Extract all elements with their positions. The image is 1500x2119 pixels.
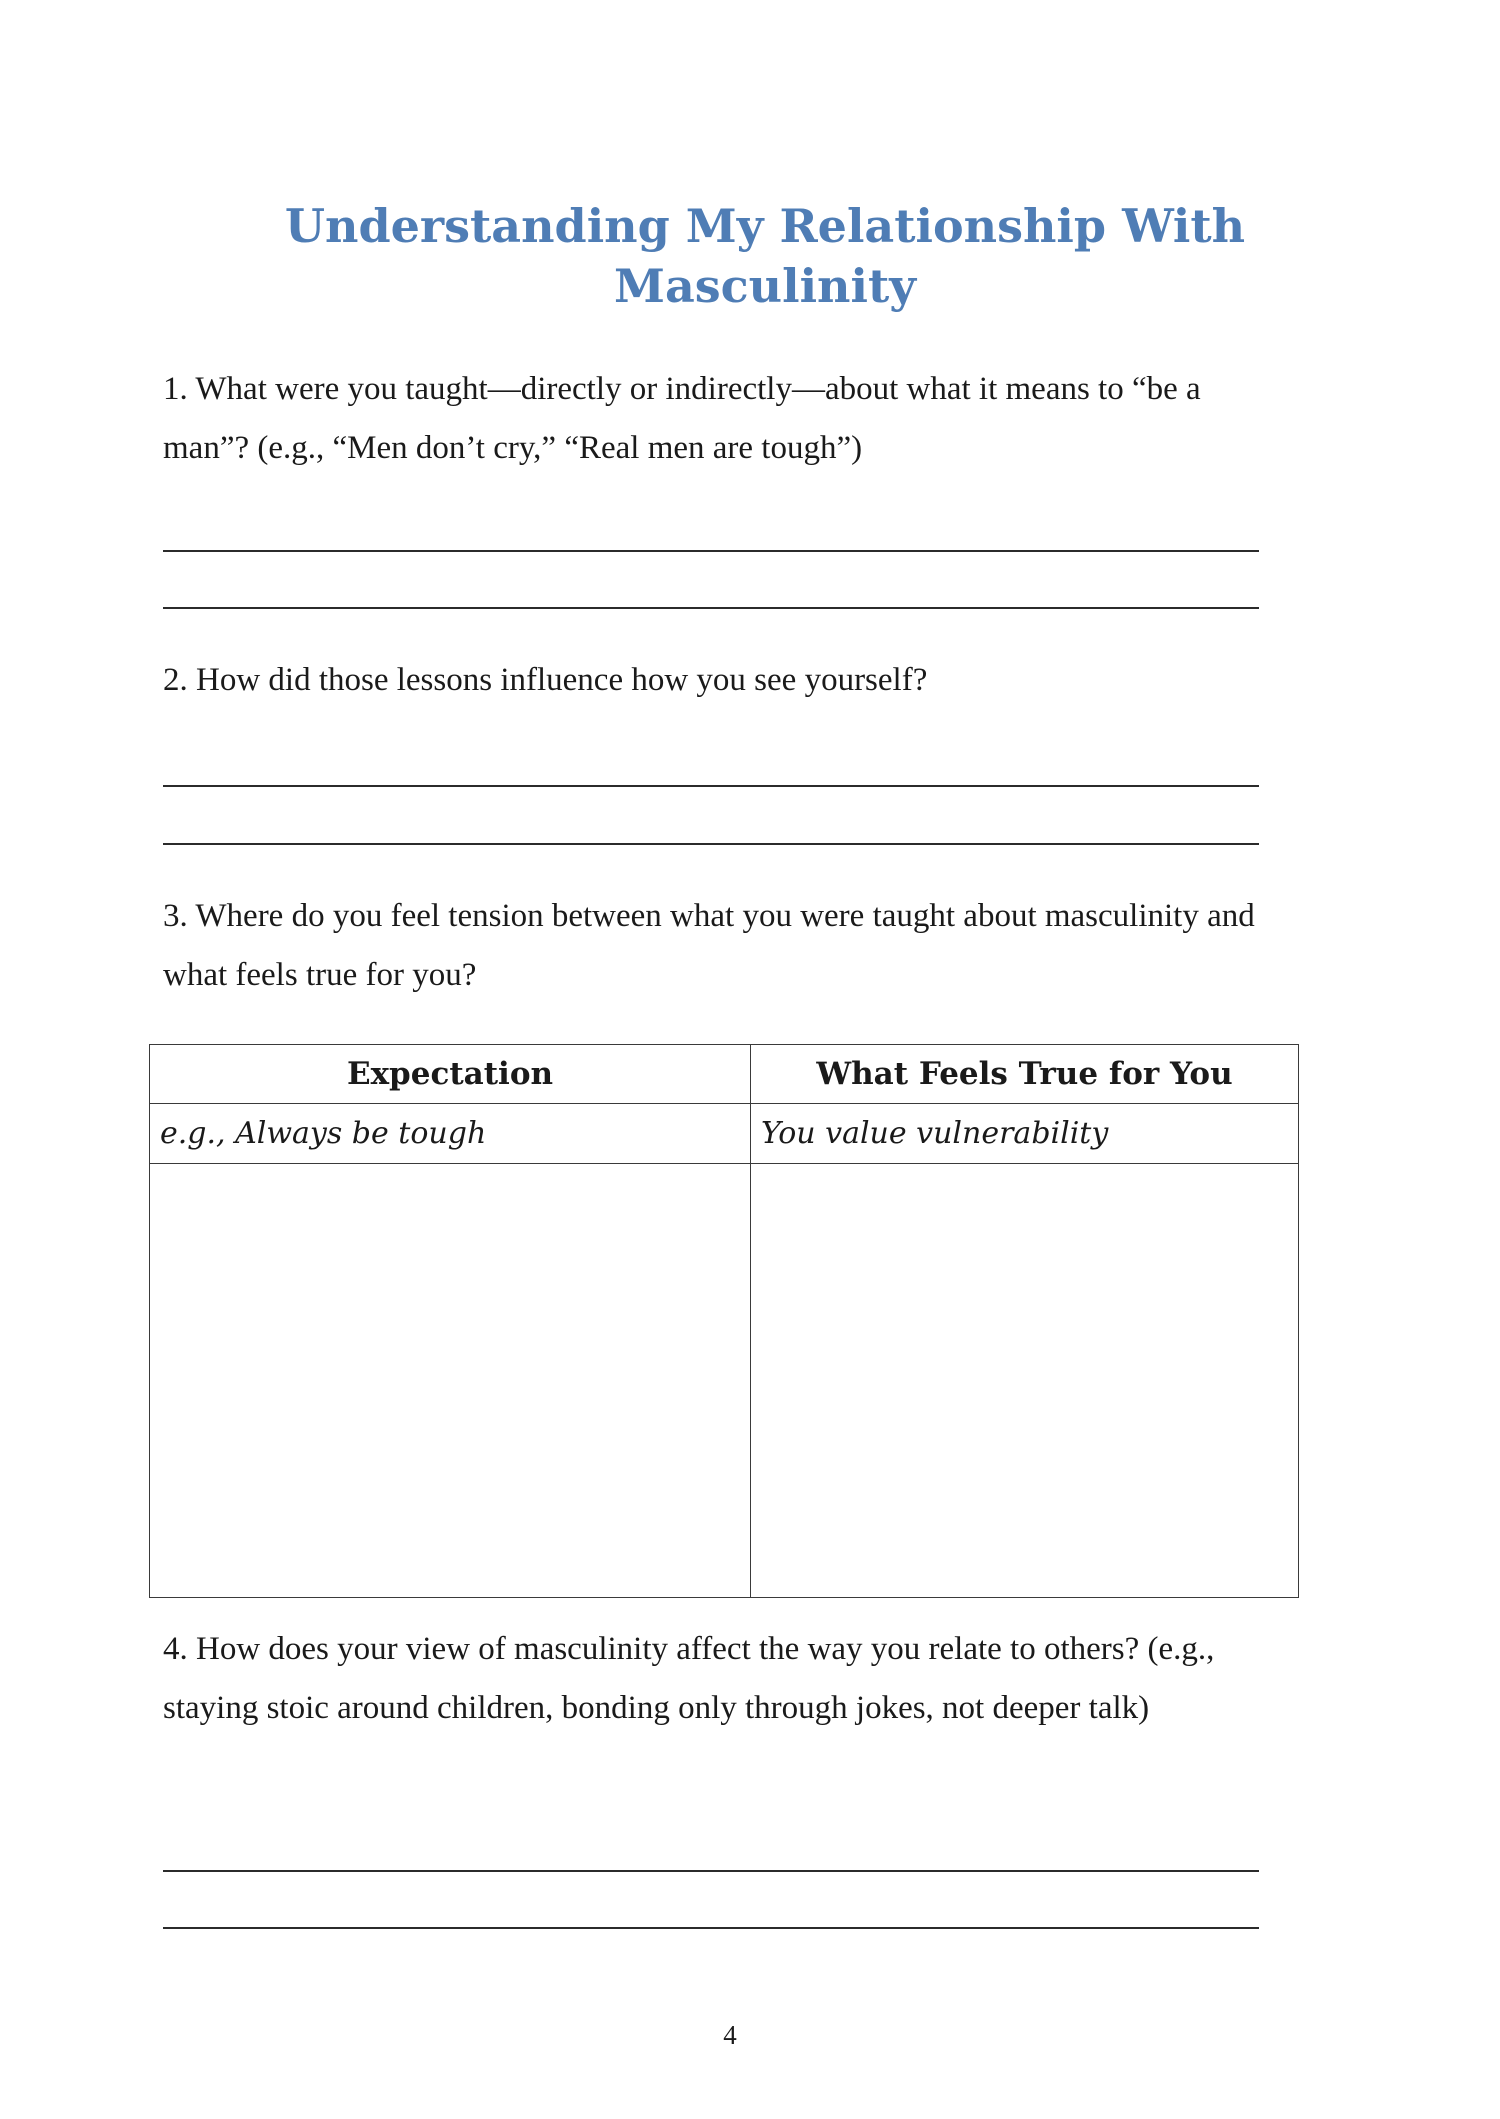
title-line-2: Masculinity: [614, 259, 916, 313]
answer-line-4a[interactable]: [163, 1870, 1259, 1872]
blank-expectation-cell[interactable]: [150, 1164, 751, 1598]
title-line-1: Understanding My Relationship With: [284, 199, 1246, 253]
example-expectation-cell: e.g., Always be tough: [150, 1104, 751, 1164]
question-3: 3. Where do you feel tension between what you were taught about masculinity and what feels true for you?: [163, 898, 1255, 993]
table-row: [150, 1164, 1299, 1598]
page-number: 4: [723, 2020, 737, 2050]
table-header-row: [150, 1045, 1299, 1104]
answer-line-1a[interactable]: [163, 550, 1259, 552]
expectation-table: [149, 1044, 1299, 1598]
question-2: 2. How did those lessons influence how you see yourself?: [163, 662, 928, 698]
question-1: 1. What were you taught—directly or indirectly—about what it means to “be a man”? (e.g., “Men don’t cry,” “Real men are tough”): [163, 371, 1201, 466]
example-true-cell: You value vulnerability: [751, 1104, 1299, 1164]
answer-line-2a[interactable]: [163, 785, 1259, 787]
answer-line-2b[interactable]: [163, 843, 1259, 845]
table-row: [150, 1104, 1299, 1164]
page-title: [0, 196, 1500, 316]
header-what-feels-true: What Feels True for You: [751, 1045, 1299, 1104]
blank-true-cell[interactable]: [751, 1164, 1299, 1598]
answer-line-1b[interactable]: [163, 607, 1259, 609]
question-4: 4. How does your view of masculinity affect the way you relate to others? (e.g., staying stoic around children, bonding only through jokes, not deeper talk): [163, 1631, 1215, 1726]
answer-line-4b[interactable]: [163, 1927, 1259, 1929]
header-expectation: Expectation: [150, 1045, 751, 1104]
